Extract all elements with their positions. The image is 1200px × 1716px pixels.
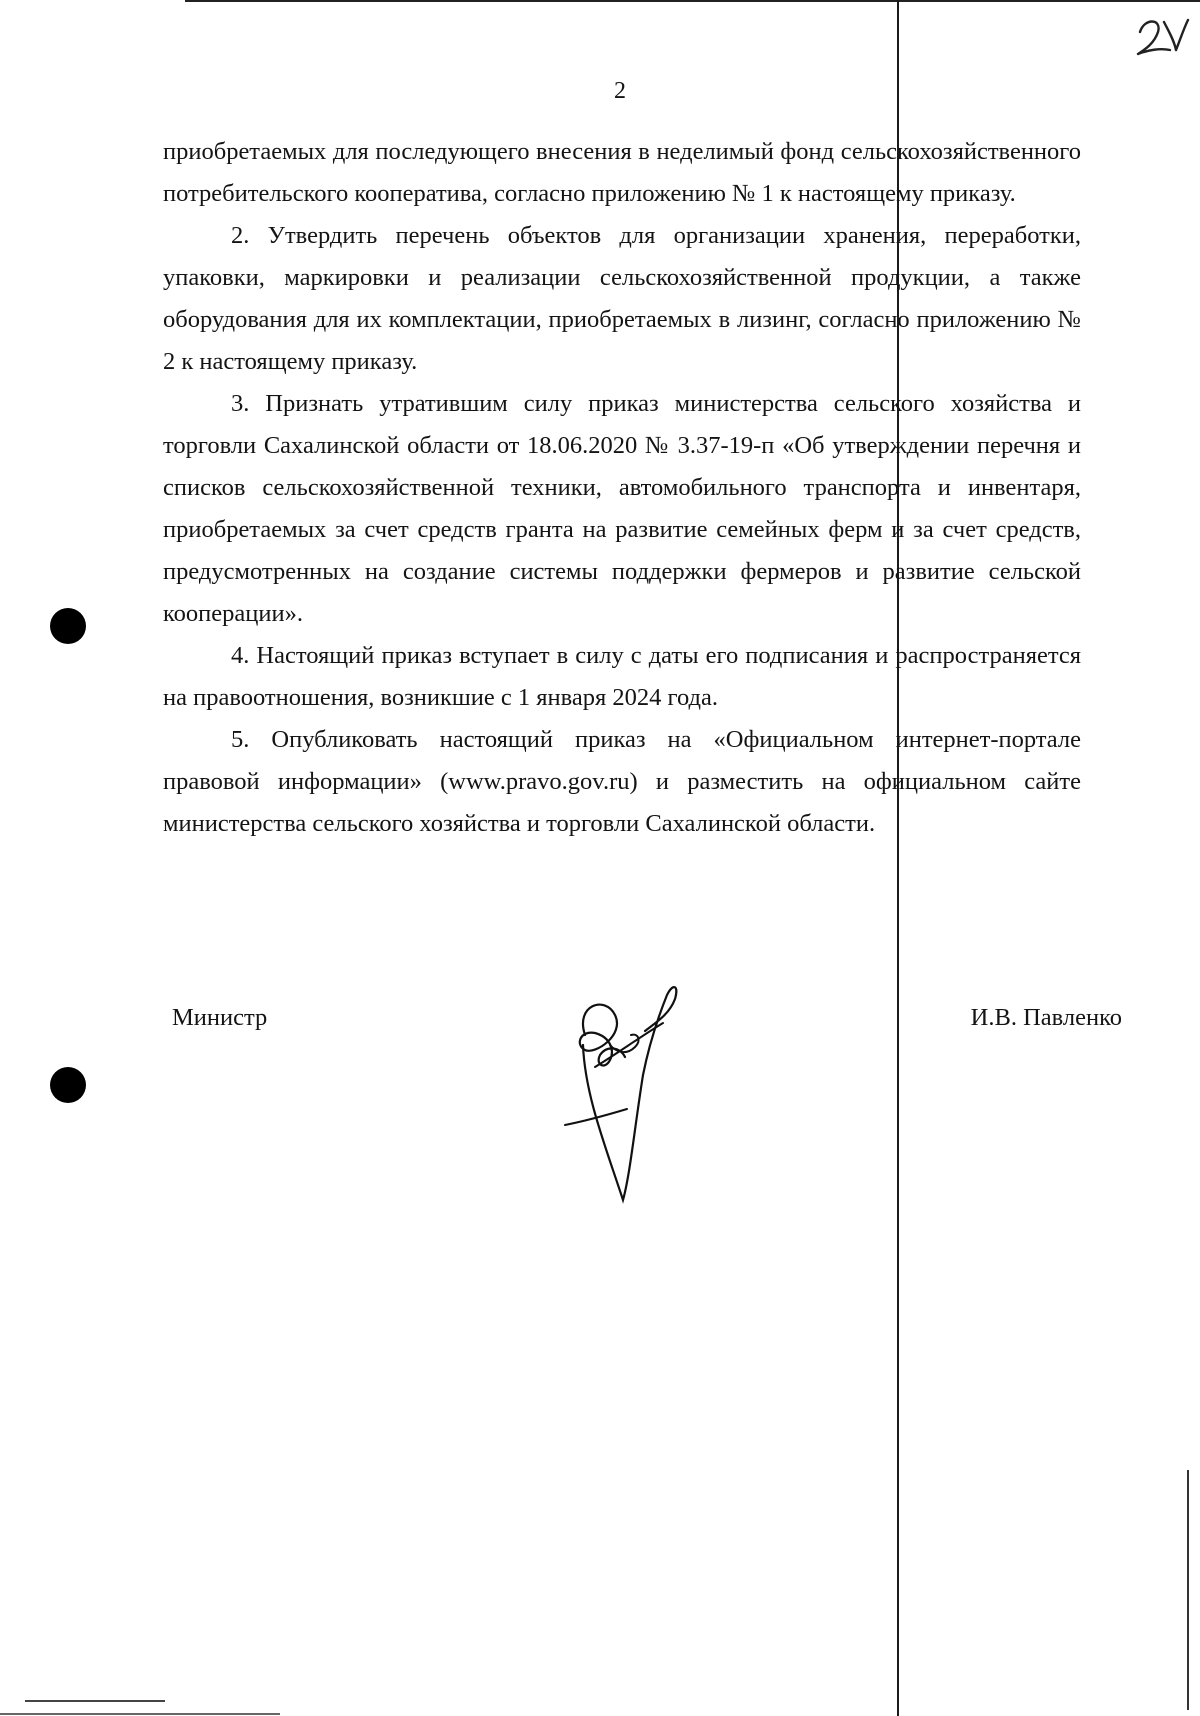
punch-hole-lower: [50, 1067, 86, 1103]
signer-position: Министр: [172, 1004, 268, 1031]
paragraph-continuation: приобретаемых для последующего внесения в неделимый фонд сельскохозяйственного потребительского кооператива, согласно приложению № 1 к настоящему приказу.: [163, 138, 1081, 207]
scan-bottom-mark: [25, 1700, 165, 1702]
paragraph-4: 4. Настоящий приказ вступает в силу с даты его подписания и распространяется на правоотношения, возникшие с 1 января 2024 года.: [163, 642, 1081, 711]
signer-name: И.В. Павленко: [970, 1004, 1122, 1031]
paragraph-5: 5. Опубликовать настоящий приказ на «Официальном интернет-портале правовой информации» (www.pravo.gov.ru) и разместить на официальном сайте министерства сельского хозяйства и торговли Сахалинской области.: [163, 726, 1081, 837]
handwritten-signature: [555, 975, 705, 1215]
paragraph-3: 3. Признать утратившим силу приказ министерства сельского хозяйства и торговли Сахалинской области от 18.06.2020 № 3.37-19-п «Об утверждении перечня и списков сельскохозяйственной техники, автомобильного транспорта и инвентаря, приобретаемых за счет средств гранта на развитие семейных ферм и за счет средств, предусмотренных на создание системы поддержки фермеров и развитие сельской кооперации».: [163, 390, 1081, 627]
scan-top-border: [185, 0, 1200, 2]
punch-hole-upper: [50, 608, 86, 644]
scan-bottom-mark-2: [0, 1713, 280, 1715]
paragraph-2: 2. Утвердить перечень объектов для организации хранения, переработки, упаковки, маркировки и реализации сельскохозяйственной продукции, а также оборудования для их комплектации, приобретаемых в лизинг, согласно приложению № 2 к настоящему приказу.: [163, 222, 1081, 375]
scan-edge-line: [1187, 1470, 1189, 1710]
document-body: [163, 131, 1081, 845]
handwritten-sheet-number: [1130, 10, 1190, 60]
page-number: 2: [614, 78, 626, 104]
